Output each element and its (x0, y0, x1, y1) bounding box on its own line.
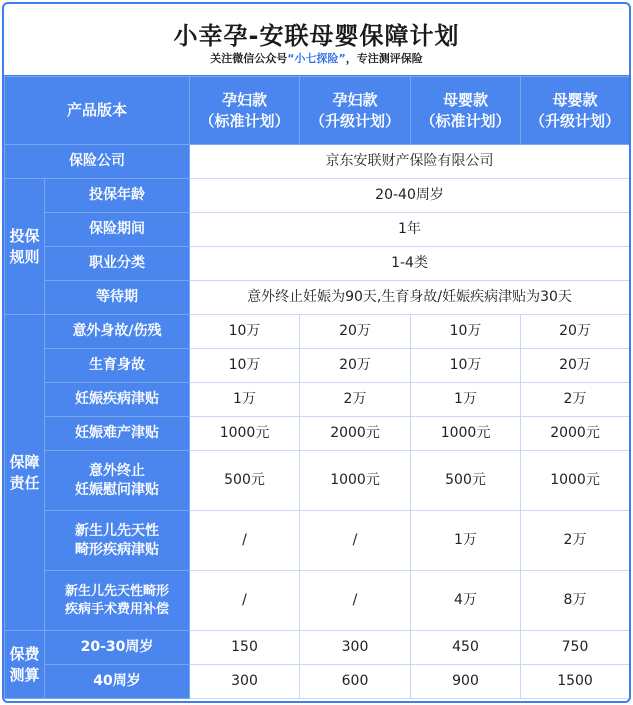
cell-value: 10万 (190, 349, 300, 383)
cell-value: 500元 (411, 451, 521, 511)
subtitle-suffix: ，专注测评保险 (345, 52, 423, 65)
plan-name: 母婴款 (552, 91, 598, 110)
plan-comparison-table (4, 76, 630, 699)
plan-tier: （标准计划） (199, 111, 290, 130)
subtitle-prefix: 关注微信公众号 (210, 52, 288, 65)
rule-value: 1年 (190, 213, 630, 247)
rule-value: 1-4类 (190, 247, 630, 281)
table-row (5, 315, 630, 349)
cell-value: / (190, 571, 300, 631)
plan-name: 孕妇款 (222, 91, 268, 110)
cell-value: / (300, 511, 411, 571)
plan-header (521, 77, 630, 145)
cell-value: 1000元 (521, 451, 630, 511)
table-row (5, 145, 630, 179)
cell-value: 600 (300, 665, 411, 699)
row-label (45, 571, 190, 631)
cell-value: 2000元 (300, 417, 411, 451)
page-title: 小幸孕-安联母婴保障计划 (173, 22, 460, 50)
cell-value: 10万 (411, 315, 521, 349)
plan-tier: （升级计划） (310, 111, 401, 130)
subtitle-account-name: “小七探险” (287, 52, 346, 65)
table-row (5, 179, 630, 213)
cell-value: 2万 (521, 511, 630, 571)
table-row (5, 281, 630, 315)
row-label-line: 妊娠慰问津贴 (75, 481, 159, 498)
table-row (5, 511, 630, 571)
plan-header (300, 77, 411, 145)
rule-value: 20-40周岁 (190, 179, 630, 213)
cell-value: 4万 (411, 571, 521, 631)
cell-value: 450 (411, 631, 521, 665)
cell-value: 1万 (411, 511, 521, 571)
category-coverage: 保障责任 (5, 315, 45, 631)
cell-value: / (300, 571, 411, 631)
cell-value: 1000元 (411, 417, 521, 451)
table-header-row (5, 77, 630, 145)
cell-value: 2万 (300, 383, 411, 417)
cell-value: / (190, 511, 300, 571)
subtitle (4, 50, 629, 66)
table-row (5, 571, 630, 631)
row-label: 投保年龄 (45, 179, 190, 213)
insurance-comparison-card (2, 2, 631, 703)
cell-value: 1万 (411, 383, 521, 417)
cell-value: 20万 (300, 315, 411, 349)
table-row (5, 383, 630, 417)
row-label: 妊娠疾病津贴 (45, 383, 190, 417)
cell-value: 10万 (190, 315, 300, 349)
cell-value: 20万 (300, 349, 411, 383)
plan-name: 母婴款 (443, 91, 489, 110)
row-label: 20-30周岁 (45, 631, 190, 665)
cell-value: 150 (190, 631, 300, 665)
row-label: 保险期间 (45, 213, 190, 247)
table-row (5, 417, 630, 451)
cell-value: 20万 (521, 315, 630, 349)
row-label-line: 畸形疾病津贴 (75, 541, 159, 558)
table-row (5, 451, 630, 511)
table-row (5, 247, 630, 281)
row-label-line: 意外终止 (89, 462, 145, 479)
row-label (45, 451, 190, 511)
row-label: 保险公司 (5, 145, 190, 179)
cell-value: 1000元 (190, 417, 300, 451)
cell-value: 500元 (190, 451, 300, 511)
cell-value: 20万 (521, 349, 630, 383)
category-rules: 投保规则 (5, 179, 45, 315)
table-row (5, 665, 630, 699)
rule-value: 意外终止妊娠为90天,生育身故/妊娠疾病津贴为30天 (190, 281, 630, 315)
cell-value: 300 (300, 631, 411, 665)
cell-value: 750 (521, 631, 630, 665)
plan-header (411, 77, 521, 145)
row-label: 生育身故 (45, 349, 190, 383)
cell-value: 8万 (521, 571, 630, 631)
table-row (5, 631, 630, 665)
row-label: 职业分类 (45, 247, 190, 281)
cell-value: 300 (190, 665, 300, 699)
cell-value: 10万 (411, 349, 521, 383)
header (4, 4, 629, 76)
table-row (5, 213, 630, 247)
insurer-value: 京东安联财产保险有限公司 (190, 145, 630, 179)
cell-value: 900 (411, 665, 521, 699)
cell-value: 2000元 (521, 417, 630, 451)
row-label-line: 疾病手术费用补偿 (65, 601, 170, 617)
product-version-label: 产品版本 (5, 77, 190, 145)
row-label-line: 新生儿先天性畸形 (65, 583, 170, 599)
row-label: 40周岁 (45, 665, 190, 699)
plan-name: 孕妇款 (332, 91, 378, 110)
row-label: 妊娠难产津贴 (45, 417, 190, 451)
cell-value: 1万 (190, 383, 300, 417)
cell-value: 1000元 (300, 451, 411, 511)
cell-value: 2万 (521, 383, 630, 417)
cell-value: 1500 (521, 665, 630, 699)
row-label: 意外身故/伤残 (45, 315, 190, 349)
row-label-line: 新生儿先天性 (75, 522, 159, 539)
table-row (5, 349, 630, 383)
plan-header (190, 77, 300, 145)
plan-tier: （升级计划） (530, 111, 621, 130)
row-label: 等待期 (45, 281, 190, 315)
category-premium: 保费测算 (5, 631, 45, 699)
plan-tier: （标准计划） (420, 111, 511, 130)
row-label (45, 511, 190, 571)
